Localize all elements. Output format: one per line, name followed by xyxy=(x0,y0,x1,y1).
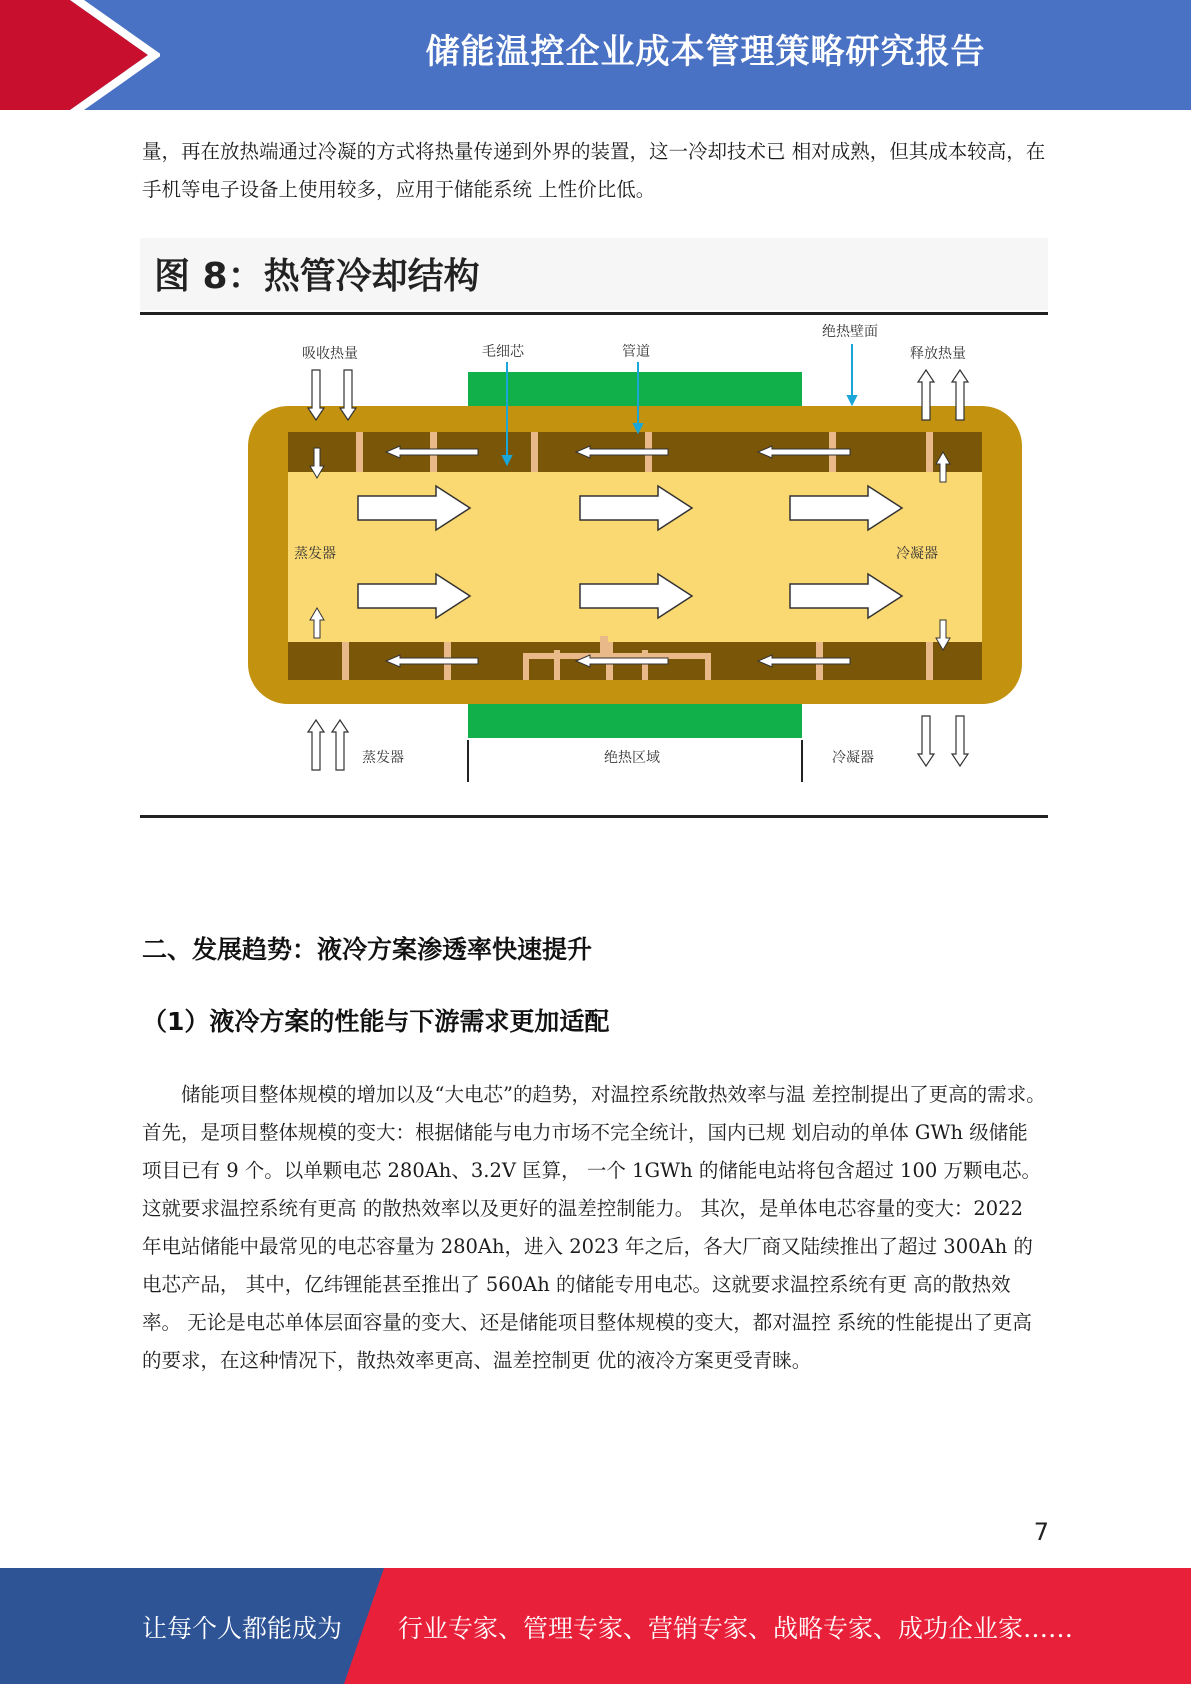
label-evaporator: 蒸发器 xyxy=(362,750,404,766)
page-header xyxy=(0,0,1191,110)
label-insulated-wall: 绝热壁面 xyxy=(822,324,878,340)
figure-title: 图 8：热管冷却结构 xyxy=(154,256,480,297)
subsection-heading: （1）液冷方案的性能与下游需求更加适配 xyxy=(142,1007,610,1036)
label-absorb-heat: 吸收热量 xyxy=(302,346,358,362)
figure-bottom-rule xyxy=(140,815,1048,818)
label-condenser: 冷凝器 xyxy=(832,750,874,766)
footer-slogan-left: 让每个人都能成为 xyxy=(142,1614,343,1643)
section-heading: 二、发展趋势：液冷方案渗透率快速提升 xyxy=(142,935,593,964)
header-red-chevron xyxy=(0,0,160,110)
figure-top-rule xyxy=(140,312,1048,315)
label-wick: 毛细芯 xyxy=(482,344,524,360)
label-condenser-inner: 冷凝器 xyxy=(896,546,938,562)
page-number: 7 xyxy=(1033,1518,1049,1546)
heat-pipe-figure xyxy=(140,238,1048,818)
label-release-heat: 释放热量 xyxy=(910,346,966,362)
label-evaporator-inner: 蒸发器 xyxy=(294,546,336,562)
footer-slogan-right: 行业专家、管理专家、营销专家、战略专家、成功企业家…… xyxy=(398,1614,1074,1643)
intro-paragraph: 量，再在放热端通过冷凝的方式将热量传递到外界的装置，这一冷却技术已 相对成熟，但其成本较高，在手机等电子设备上使用较多，应用于储能系统 上性价比低。 xyxy=(142,140,1046,201)
heat-pipe-diagram xyxy=(140,316,1048,818)
report-title: 储能温控企业成本管理策略研究报告 xyxy=(425,32,986,72)
main-paragraph: 储能项目整体规模的增加以及“大电芯”的趋势，对温控系统散热效率与温 差控制提出了更高的需求。 首先，是项目整体规模的变大：根据储能与电力市场不完全统计，国内已规 划启动的单体 GWh 级储能项目已有 9 个。以单颗电芯 280Ah、3.2V 匡算， 一个 1GWh 的储能电站将包含超过 100 万颗电芯。这就要求温控系统有更高 的散热效率以及更好的温差控制能力。 其次，是单体电芯容量的变大：2022 年电站储能中最常见的电芯容量为 280Ah，进入 2023 年之后，各大厂商又陆续推出了超过 300Ah 的电芯产品， 其中，亿纬锂能甚至推出了 560Ah 的储能专用电芯。这就要求温控系统有更 高的散热效率。 无论是电芯单体层面容量的变大、还是储能项目整体规模的变大，都对温控 系统的性能提出了更高的要求，在这种情况下，散热效率更高、温差控制更 优的液冷方案更受青睐。 xyxy=(142,1083,1046,1372)
label-pipe: 管道 xyxy=(622,344,650,360)
label-adiabatic-zone: 绝热区域 xyxy=(604,750,660,766)
page-footer xyxy=(0,1568,1191,1684)
